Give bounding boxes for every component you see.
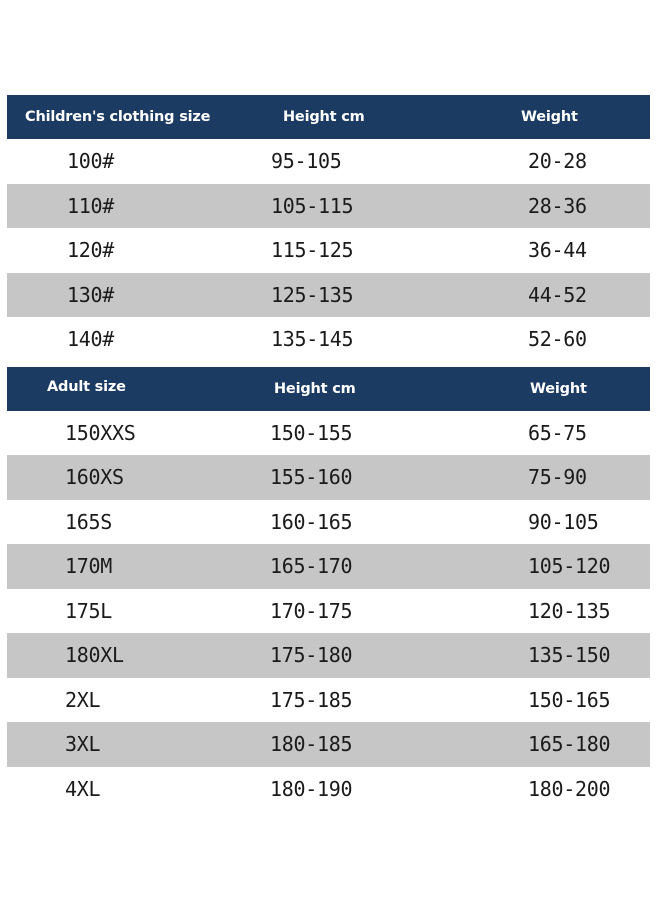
size-cell: 160XS (65, 465, 124, 490)
height-cell: 135-145 (271, 327, 354, 352)
table-row (7, 678, 650, 723)
height-cell: 175-185 (270, 687, 353, 712)
weight-cell: 52-60 (528, 327, 587, 352)
size-cell: 3XL (65, 732, 101, 757)
weight-cell: 165-180 (528, 732, 611, 757)
weight-cell: 28-36 (528, 193, 587, 218)
size-cell: 2XL (65, 687, 101, 712)
height-cell: 180-185 (270, 732, 353, 757)
header-height-label: Height cm (283, 109, 365, 125)
table-row (7, 633, 650, 678)
table-row (7, 411, 650, 456)
height-cell: 180-190 (270, 776, 353, 801)
header-size-label: Adult size (47, 378, 126, 395)
table-row (7, 455, 650, 500)
size-cell: 170M (65, 554, 112, 579)
height-cell: 175-180 (270, 643, 353, 668)
weight-cell: 90-105 (528, 509, 599, 534)
table-row (7, 139, 650, 184)
weight-cell: 105-120 (528, 554, 611, 579)
size-cell: 165S (65, 509, 112, 534)
size-cell: 100# (67, 149, 114, 174)
header-height-label: Height cm (274, 380, 356, 397)
weight-cell: 180-200 (528, 776, 611, 801)
weight-cell: 65-75 (528, 420, 587, 445)
size-cell: 175L (65, 598, 112, 623)
adult-size-table (7, 367, 650, 812)
size-cell: 150XXS (65, 420, 136, 445)
height-cell: 105-115 (271, 193, 354, 218)
height-cell: 150-155 (270, 420, 353, 445)
table-row (7, 228, 650, 273)
height-cell: 170-175 (270, 598, 353, 623)
size-cell: 4XL (65, 776, 101, 801)
header-weight-label: Weight (530, 380, 587, 397)
children-table-header (7, 95, 650, 139)
weight-cell: 150-165 (528, 687, 611, 712)
weight-cell: 120-135 (528, 598, 611, 623)
adult-table-header (7, 367, 650, 411)
weight-cell: 20-28 (528, 149, 587, 174)
weight-cell: 36-44 (528, 238, 587, 263)
table-row (7, 184, 650, 229)
table-row (7, 500, 650, 545)
header-weight-label: Weight (521, 109, 578, 125)
height-cell: 165-170 (270, 554, 353, 579)
height-cell: 115-125 (271, 238, 354, 263)
size-cell: 130# (67, 282, 114, 307)
size-cell: 110# (67, 193, 114, 218)
height-cell: 160-165 (270, 509, 353, 534)
weight-cell: 75-90 (528, 465, 587, 490)
weight-cell: 44-52 (528, 282, 587, 307)
weight-cell: 135-150 (528, 643, 611, 668)
table-row (7, 317, 650, 362)
children-size-table (7, 95, 650, 362)
height-cell: 155-160 (270, 465, 353, 490)
size-cell: 140# (67, 327, 114, 352)
table-row (7, 273, 650, 318)
size-chart (7, 95, 650, 811)
table-row (7, 722, 650, 767)
size-cell: 120# (67, 238, 114, 263)
size-cell: 180XL (65, 643, 124, 668)
table-row (7, 589, 650, 634)
table-row (7, 544, 650, 589)
table-row (7, 767, 650, 812)
height-cell: 95-105 (271, 149, 342, 174)
height-cell: 125-135 (271, 282, 354, 307)
header-size-label: Children's clothing size (25, 109, 211, 125)
